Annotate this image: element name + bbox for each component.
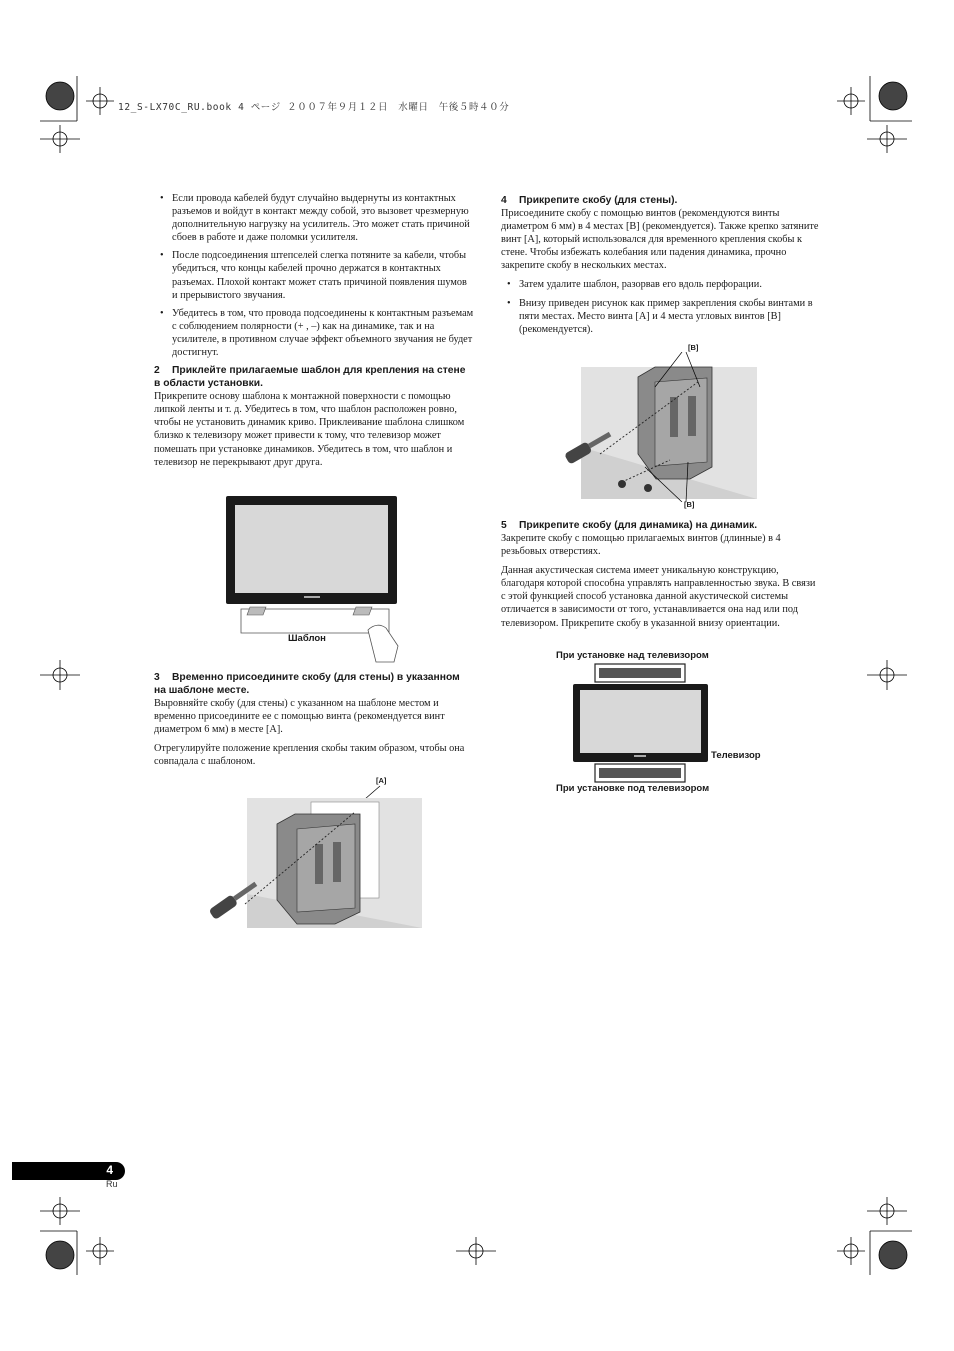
page-number-tab — [12, 1162, 125, 1180]
wall-bracket-figure-a — [205, 784, 425, 932]
list-item: • Внизу приведен рисунок как пример закрепления скобы винтами в пяти местах. Место винта [A] и 4 места угловых винтов [B] (рекомендуется). — [501, 297, 821, 336]
step-3-text-2: Отрегулируйте положение крепления скобы таким образом, чтобы она совпадала с шаблоном. — [154, 743, 465, 768]
caution-list — [154, 192, 474, 359]
step-3-heading: 3 Временно присоедините скобу (для стены) в указанном на шаблоне месте. — [154, 672, 460, 696]
figure-tag-a: [A] — [376, 776, 387, 785]
step-4-notes — [501, 278, 821, 335]
step-5-text-2: Данная акустическая система имеет уникальную конструкцию, благодаря которой способна управлять направленностью звука. В связи с этой функцией способ установка данной акустической системы отличается в зависимости от того, устанавливается она над или под телевизором. Прикрепите скобу в указанной внизу ориентации. — [501, 565, 816, 629]
step-2-heading: 2 Приклейте прилагаемые шаблон для крепления на стене в области установки. — [154, 365, 466, 390]
figure-tag-b-bottom: [B] — [684, 500, 695, 509]
step-5-text-1: Закрепите скобу с помощью прилагаемых винтов (длинные) в 4 резьбовых отверстиях. — [501, 533, 781, 558]
step-4-heading: 4 Прикрепите скобу (для стены). — [501, 195, 678, 206]
step-3-block — [154, 671, 474, 774]
step-4-text: Присоедините скобу с помощью винтов (рекомендуются винты диаметром 6 мм) в 4 местах [B] (рекомендуется). Также крепко затяните винт [A], который использовался для временного крепления скобы к стене. Чтобы избежать колебания или падения динамика, прочно закрепите скобу в нескольких местах. — [501, 208, 819, 272]
step-5-block — [501, 519, 821, 636]
page-number: 4 — [106, 1163, 113, 1177]
label-above-tv: При установке над телевизором — [556, 650, 709, 661]
list-item: • Затем удалите шаблон, разорвав его вдоль перфорации. — [501, 278, 821, 291]
list-item: • После подсоединения штепселей слегка потяните за кабели, чтобы убедиться, что концы кабелей прочно держатся в контактных разъемах. Плохой контакт может стать причиной появления шумов и прерывистого звучания. — [154, 249, 474, 301]
step-2-text: Прикрепите основу шаблона к монтажной поверхности с помощью липкой ленты и т. д. Убедитесь в том, что шаблон расположен ровно, чтобы не установить динамик криво. Приклеивание шаблона слишком близко к телевизору может привести к тому, что телевизор может помешать при установке динамиков. Убедитесь в том, что шаблон и телевизор не перекрывают друг друга. — [154, 391, 465, 468]
right-column — [501, 194, 821, 341]
label-below-tv: При установке под телевизором — [556, 783, 710, 794]
label-tv: Телевизор — [711, 750, 761, 761]
left-column — [154, 192, 474, 475]
wall-bracket-figure-b — [560, 352, 760, 502]
page-language: Ru — [106, 1179, 118, 1189]
figure-tag-b-top: [B] — [688, 343, 699, 352]
template-label: Шаблон — [288, 633, 326, 644]
step-5-heading: 5 Прикрепите скобу (для динамика) на динамик. — [501, 520, 758, 531]
speaker-orientation-figure — [572, 663, 712, 783]
step-3-text-1: Выровняйте скобу (для стены) с указанном на шаблоне местом и временно присоедините ее с помощью винта (рекомендуется винт диаметром 6 мм) в месте [A]. — [154, 698, 445, 736]
list-item: • Убедитесь в том, что провода подсоединены к контактным разъемам с соблюдением полярности (+ , –) как на динамике, так и на усилителе, в противном случае эффект объемного звучания не будет достигнут. — [154, 307, 474, 359]
print-file-header: 12_S-LX70C_RU.book 4 ページ ２００７年９月１２日 水曜日 午後５時４０分 — [118, 102, 510, 113]
list-item: • Если провода кабелей будут случайно выдернуты из контактных разъемов и войдут в контакт между собой, это вызовет чрезмерную дополнительную нагрузку на усилитель. Это может стать причиной сбоев в работе и даже поломки усилителя. — [154, 192, 474, 244]
